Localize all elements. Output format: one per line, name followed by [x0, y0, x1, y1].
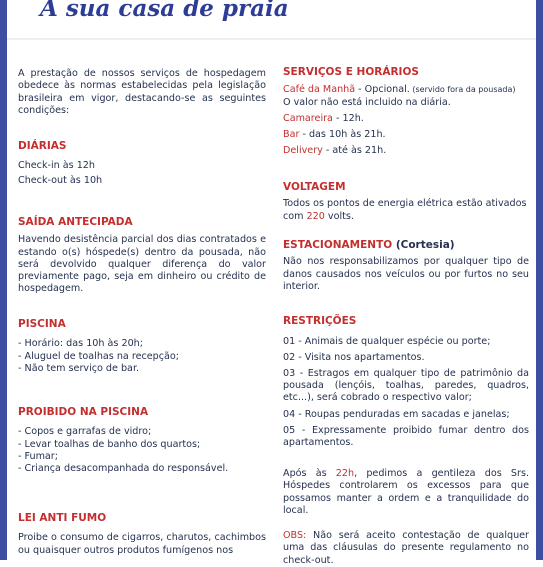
- delivery-line: [283, 145, 529, 157]
- restricao-item: 02 - Visita nos apartamentos.: [283, 351, 425, 363]
- saida-text: Havendo desistência parcial dos dias contratados e estando o(s) hóspede(s) dentro da pousada, não será devolvido qualquer diferença do valor previamente pago, seja em dinheiro ou crédito de hospedagem.: [18, 234, 266, 295]
- proibido-heading: PROIBIDO NA PISCINA: [18, 406, 149, 418]
- restricao-item: 04 - Roupas penduradas em sacadas e janelas;: [283, 408, 510, 420]
- camareira-line: [283, 113, 529, 125]
- diarias-line: Check-out às 10h: [18, 174, 103, 186]
- restricao-item: 03 - Estragos em qualquer tipo de patrimônio da pousada (lençóis, toalhas, paredes, quadros, etc...), será cobrado o respectivo valor;: [283, 367, 529, 404]
- left-frame-border: [0, 0, 7, 560]
- apos-text-b: , pedimos a gentileza dos Srs. Hóspedes controlarem os excessos para que possamos manter a ordem e a tranquilidade do local.: [283, 468, 529, 516]
- title-divider: [7, 38, 536, 40]
- page-title: A sua casa de praia: [40, 0, 289, 22]
- restricoes-heading: RESTRIÇÕES: [283, 315, 357, 327]
- obs-label: OBS:: [283, 530, 307, 541]
- cafe-note: (servido fora da pousada): [409, 85, 516, 95]
- saida-section: [18, 216, 266, 296]
- cafe-label: Café da Manhã: [283, 84, 356, 96]
- servicos-heading: SERVIÇOS E HORÁRIOS: [283, 66, 419, 78]
- camareira-label: Camareira: [283, 112, 333, 124]
- voltagem-section: [283, 181, 529, 223]
- right-frame-border: [536, 0, 543, 560]
- antifumo-section: [18, 512, 266, 557]
- cafe-value: - Opcional.: [355, 84, 410, 96]
- diarias-section: [18, 140, 266, 187]
- voltagem-line2: [283, 211, 529, 223]
- piscina-heading: PISCINA: [18, 318, 66, 330]
- apos-paragraph: [283, 468, 529, 517]
- proibido-line: - Fumar;: [18, 450, 58, 462]
- intro-paragraph: A prestação de nossos serviços de hospedagem obedece às normas estabelecidas pela legislação brasileira em vigor, destacando-se as seguintes condições:: [18, 68, 266, 116]
- restricao-item: 01 - Animais de qualquer espécie ou porte;: [283, 336, 491, 348]
- voltagem-line1: Todos os pontos de energia elétrica estão ativados: [283, 198, 527, 210]
- bar-value: - das 10h às 21h.: [299, 129, 386, 141]
- piscina-section: [18, 318, 266, 375]
- bar-label: Bar: [283, 129, 300, 141]
- obs-paragraph: [283, 530, 529, 567]
- voltage-value: 220: [306, 210, 325, 222]
- proibido-section: [18, 406, 266, 475]
- saida-heading: SAÍDA ANTECIPADA: [18, 216, 133, 228]
- apos-text-a: Após às: [283, 468, 336, 479]
- voltagem-line2-a: com: [283, 210, 307, 222]
- restricao-item: 05 - Expressamente proibido fumar dentro dos apartamentos.: [283, 425, 529, 449]
- cafe-line: [283, 84, 529, 96]
- obs-text: Não será aceito contestação de qualquer uma das cláusulas do presente regulamento no check-out.: [283, 530, 529, 566]
- delivery-value: - até às 21h.: [322, 145, 387, 157]
- cafe-line2: O valor não está incluido na diária.: [283, 96, 451, 108]
- estacionamento-section: [283, 239, 529, 293]
- servicos-section: [283, 66, 529, 158]
- apos-time: 22h: [335, 468, 355, 479]
- bar-line: [283, 129, 529, 141]
- piscina-line: - Não tem serviço de bar.: [18, 362, 140, 374]
- camareira-value: - 12h.: [332, 112, 364, 124]
- estacionamento-note: (Cortesia): [392, 239, 455, 251]
- voltagem-heading: VOLTAGEM: [283, 181, 346, 193]
- antifumo-heading: LEI ANTI FUMO: [18, 512, 107, 524]
- diarias-line: Check-in às 12h: [18, 160, 95, 172]
- piscina-line: - Aluguel de toalhas na recepção;: [18, 350, 179, 362]
- antifumo-text: Proibe o consumo de cigarros, charutos, cachimbos ou quaisquer outros produtos fumígenos nos: [18, 532, 266, 556]
- proibido-line: - Criança desacompanhada do responsável.: [18, 463, 229, 475]
- proibido-line: - Copos e garrafas de vidro;: [18, 426, 152, 438]
- estacionamento-heading: [283, 239, 529, 251]
- piscina-line: - Horário: das 10h às 20h;: [18, 338, 143, 350]
- delivery-label: Delivery: [283, 145, 323, 157]
- proibido-line: - Levar toalhas de banho dos quartos;: [18, 438, 201, 450]
- restricoes-section: [283, 315, 529, 450]
- estacionamento-title: ESTACIONAMENTO: [283, 239, 393, 251]
- estacionamento-text: Não nos responsabilizamos por qualquer tipo de danos causados nos veículos ou por furtos no seu interior.: [283, 256, 529, 292]
- voltagem-line2-c: volts.: [324, 210, 354, 222]
- diarias-heading: DIÁRIAS: [18, 140, 67, 152]
